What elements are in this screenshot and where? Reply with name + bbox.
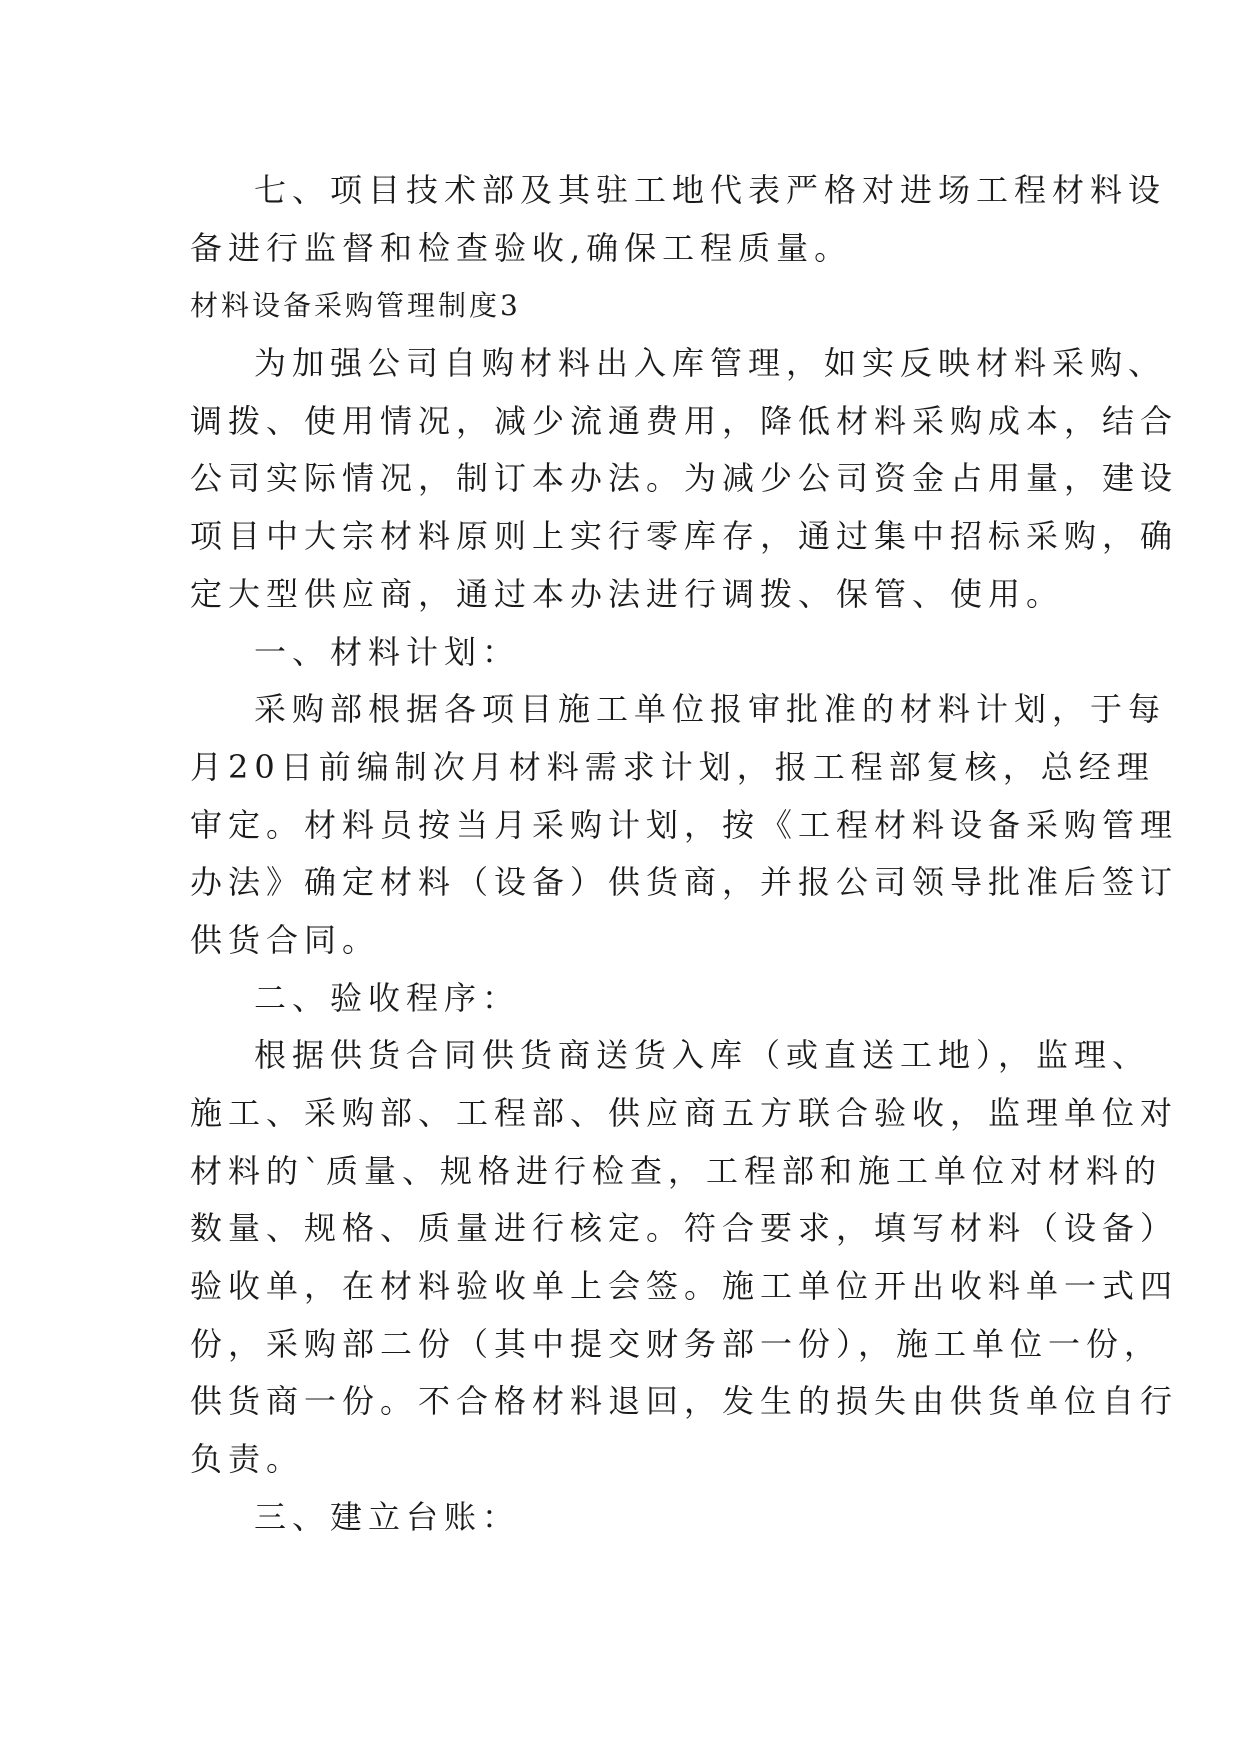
text-line: 材料的`质量、规格进行检查，工程部和施工单位对材料的 bbox=[190, 1151, 1163, 1190]
text-line: 审定。材料员按当月采购计划，按《工程材料设备采购管理 bbox=[190, 805, 1179, 844]
text-line: 份，采购部二份（其中提交财务部一份），施工单位一份， bbox=[190, 1324, 1163, 1363]
subheading: 一、材料计划： bbox=[254, 632, 521, 671]
text-line: 验收单，在材料验收单上会签。施工单位开出收料单一式四 bbox=[190, 1267, 1179, 1306]
text-line: 项目中大宗材料原则上实行零库存，通过集中招标采购，确 bbox=[190, 517, 1179, 556]
text-line: 办法》确定材料（设备）供货商，并报公司领导批准后签订 bbox=[190, 863, 1179, 902]
text-line: 数量、规格、质量进行核定。符合要求，填写材料（设备） bbox=[190, 1209, 1179, 1248]
text-line: 公司实际情况，制订本办法。为减少公司资金占用量，建设 bbox=[190, 459, 1179, 498]
document-body bbox=[190, 162, 1179, 1547]
text-line: 定大型供应商，通过本办法进行调拨、保管、使用。 bbox=[190, 574, 1065, 613]
text-line: 施工、采购部、工程部、供应商五方联合验收，监理单位对 bbox=[190, 1094, 1179, 1132]
subheading: 三、建立台账： bbox=[254, 1497, 521, 1536]
text-line: 供货商一份。不合格材料退回，发生的损失由供货单位自行 bbox=[190, 1382, 1179, 1421]
text-line: 为加强公司自购材料出入库管理，如实反映材料采购、 bbox=[254, 344, 1167, 383]
text-line: 根据供货合同供货商送货入库（或直送工地），监理、 bbox=[254, 1036, 1151, 1075]
text-line: 采购部根据各项目施工单位报审批准的材料计划，于每 bbox=[254, 690, 1167, 729]
subheading: 二、验收程序： bbox=[254, 978, 521, 1017]
text-line: 调拨、使用情况，减少流通费用，降低材料采购成本，结合 bbox=[190, 401, 1179, 440]
section-title: 材料设备采购管理制度3 bbox=[190, 289, 521, 323]
text-line: 供货合同。 bbox=[190, 920, 381, 959]
text-line: 负责。 bbox=[190, 1440, 305, 1479]
text-line: 备进行监督和检查验收,确保工程质量。 bbox=[190, 228, 853, 267]
text-line: 七、项目技术部及其驻工地代表严格对进场工程材料设 bbox=[254, 171, 1167, 209]
text-line: 月20日前编制次月材料需求计划，报工程部复核，总经理 bbox=[190, 747, 1155, 786]
